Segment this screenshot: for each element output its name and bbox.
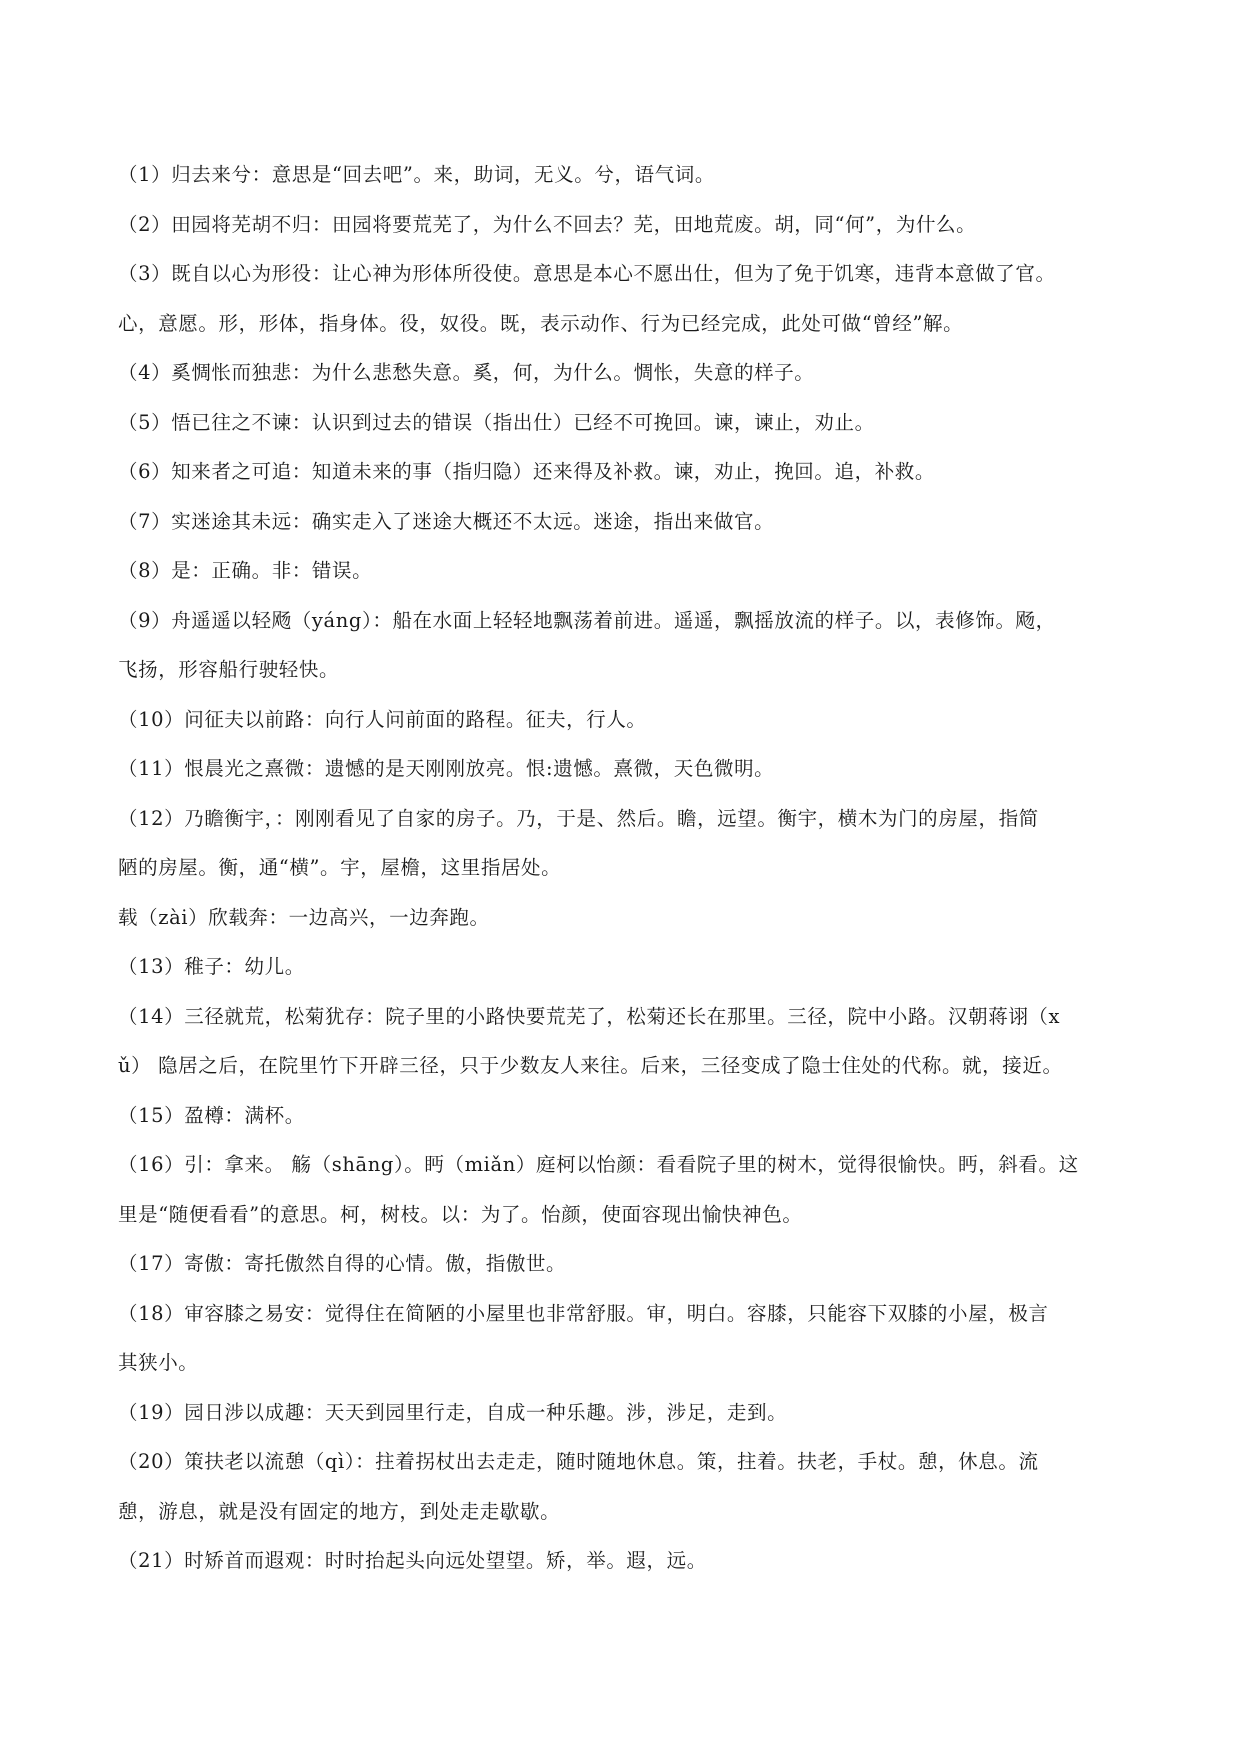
- text-line: （11）恨晨光之熹微：遗憾的是天刚刚放亮。恨:遗憾。熹微，天色微明。: [118, 757, 775, 780]
- text-line: （19）园日涉以成趣：天天到园里行走，自成一种乐趣。涉，涉足，走到。: [118, 1400, 788, 1424]
- text-line: （5）悟已往之不谏：认识到过去的错误（指出仕）已经不可挽回。谏，谏止，劝止。: [118, 410, 875, 434]
- text-line: （3）既自以心为形役：让心神为形体所役使。意思是本心不愿出仕，但为了免于饥寒，违背本意做了官。: [118, 262, 1056, 285]
- text-line: （10）问征夫以前路：向行人问前面的路程。征夫，行人。: [118, 707, 647, 731]
- text-line: （15）盈樽：满杯。: [118, 1103, 305, 1127]
- text-line: 其狭小。: [118, 1351, 199, 1374]
- text-line: 里是“随便看看”的意思。柯，树枝。以：为了。怡颜，使面容现出愉快神色。: [118, 1202, 803, 1226]
- text-line: （20）策扶老以流憩（qì）：拄着拐杖出去走走，随时随地休息。策，拄着。扶老，手杖。憩，休息。流: [118, 1450, 1039, 1473]
- text-line: （16）引：拿来。 觞（shāng）。眄（miǎn）庭柯以怡颜：看看院子里的树木，觉得很愉快。眄，斜看。这: [118, 1153, 1079, 1176]
- text-line: （18）审容膝之易安：觉得住在简陋的小屋里也非常舒服。审，明白。容膝，只能容下双膝的小屋，极言: [118, 1301, 1049, 1325]
- text-line: （14）三径就荒，松菊犹存：院子里的小路快要荒芜了，松菊还长在那里。三径，院中小路。汉朝蒋诩（x: [118, 1004, 1061, 1028]
- text-line: 飞扬，形容船行驶轻快。: [118, 658, 340, 681]
- text-line: （2）田园将芜胡不归：田园将要荒芜了，为什么不回去？芜，田地荒废。胡，同“何”，为什么。: [118, 212, 977, 236]
- text-line: （4）奚惆怅而独悲：为什么悲愁失意。奚，何，为什么。惆怅，失意的样子。: [118, 361, 815, 384]
- text-line: （13）稚子：幼儿。: [118, 955, 305, 978]
- text-line: （6）知来者之可追：知道未来的事（指归隐）还来得及补救。谏，劝止，挽回。追，补救。: [118, 460, 936, 483]
- text-line: （8）是：正确。非：错误。: [118, 559, 373, 582]
- text-line: （21）时矫首而遐观：时时抬起头向远处望望。矫，举。遐，远。: [118, 1549, 707, 1572]
- text-line: ǔ） 隐居之后，在院里竹下开辟三径，只于少数友人来往。后来，三径变成了隐士住处的代称。就，接近。: [118, 1054, 1063, 1077]
- text-line: （9）舟遥遥以轻飏（yáng）：船在水面上轻轻地飘荡着前进。遥遥，飘摇放流的样子。以，表修饰。飏，: [118, 608, 1056, 632]
- text-line: 心，意愿。形，形体，指身体。役，奴役。既，表示动作、行为已经完成，此处可做“曾经”解。: [118, 311, 964, 335]
- text-line: （17）寄傲：寄托傲然自得的心情。傲，指傲世。: [118, 1252, 567, 1275]
- text-line: 憩，游息，就是没有固定的地方，到处走走歇歇。: [118, 1499, 561, 1523]
- annotation-text-block: [118, 150, 1128, 1586]
- text-line: （1）归去来兮：意思是“回去吧”。来，助词，无义。兮，语气词。: [118, 163, 715, 186]
- text-line: （7）实迷途其未远：确实走入了迷途大概还不太远。迷途，指出来做官。: [118, 509, 775, 533]
- text-line: 载（zài）欣载奔：一边高兴，一边奔跑。: [118, 905, 490, 929]
- text-line: 陋的房屋。衡，通“横”。宇，屋檐，这里指居处。: [118, 856, 562, 879]
- text-line: （12）乃瞻衡宇，：刚刚看见了自家的房子。乃，于是、然后。瞻，远望。衡宇，横木为门的房屋，指简: [118, 806, 1039, 830]
